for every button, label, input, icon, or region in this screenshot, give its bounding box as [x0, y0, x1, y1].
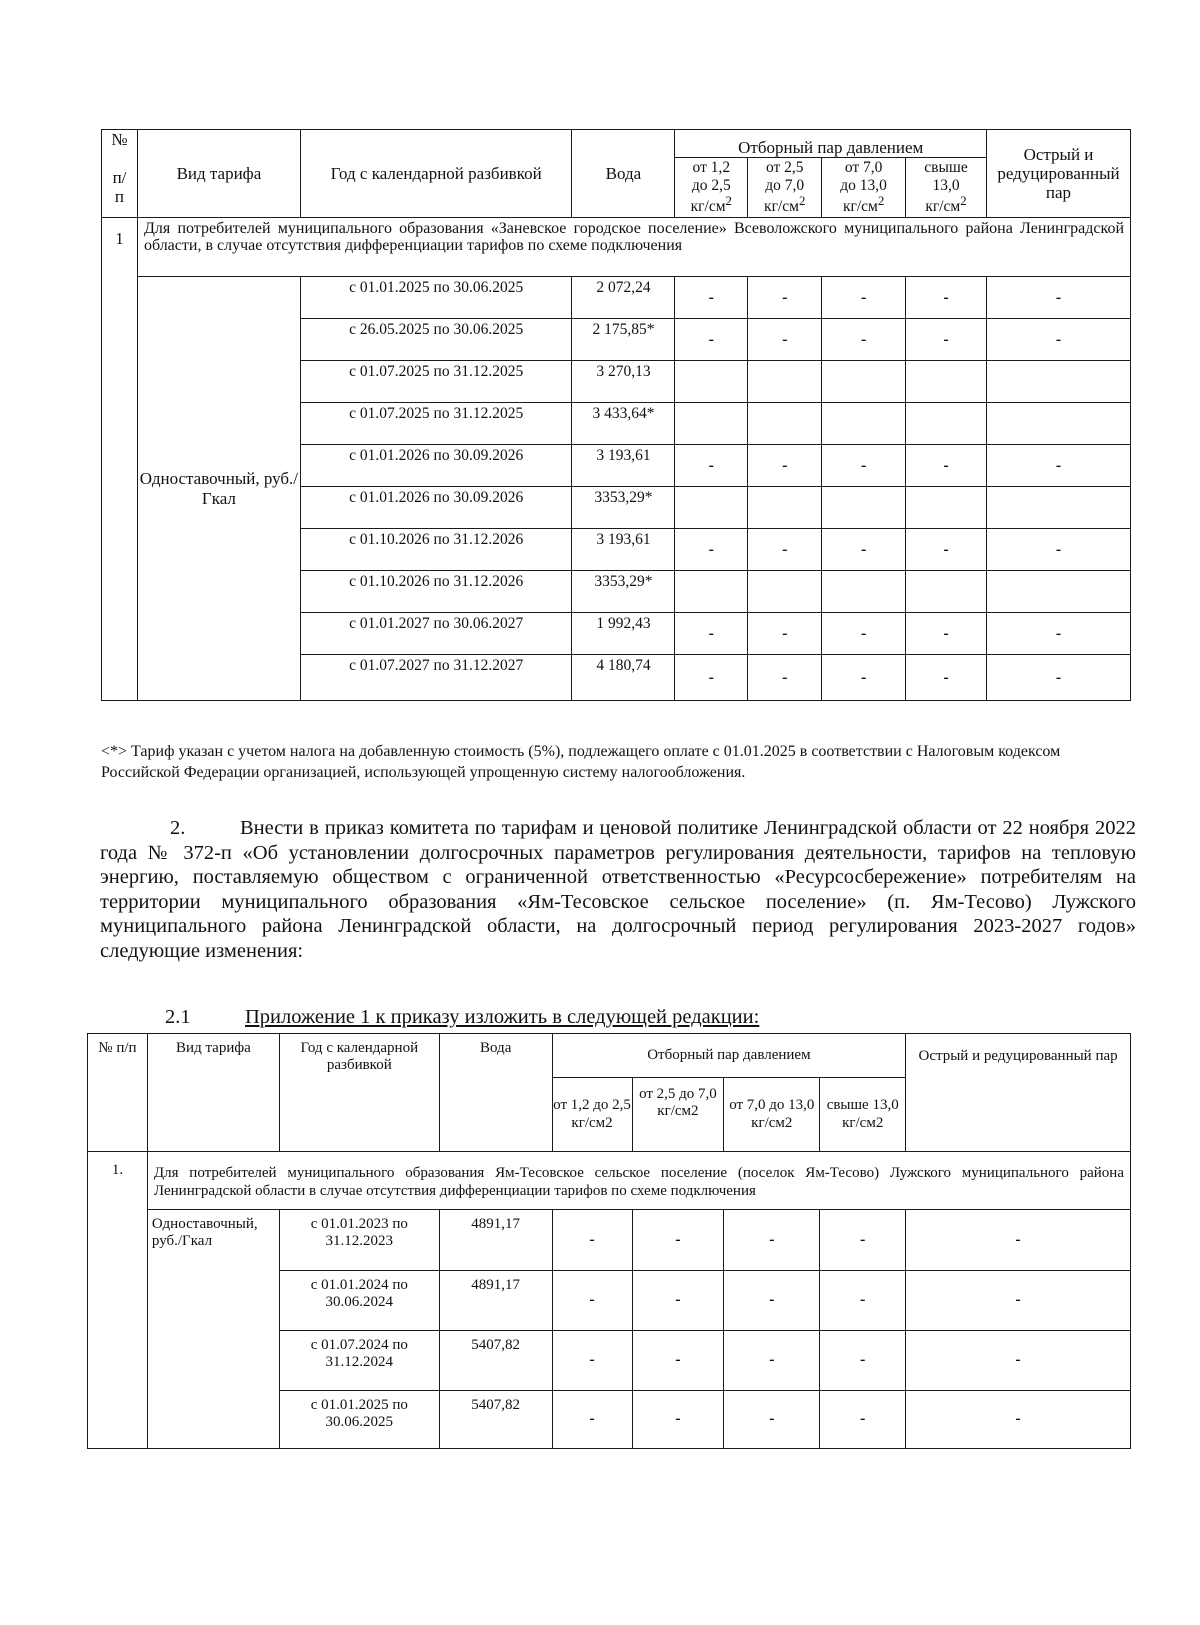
dash-cell: - [906, 319, 987, 361]
empty-cell [822, 487, 906, 529]
steam2-l1: от 2,5 [765, 158, 804, 176]
header-steam-col-2: от 2,5 до 7,0 кг/см2 [632, 1078, 724, 1152]
empty-cell [822, 361, 906, 403]
paragraph-2 [100, 816, 1136, 964]
water-value: 4891,17 [439, 1210, 552, 1271]
empty-cell [748, 403, 822, 445]
dash-cell: - [724, 1391, 820, 1449]
period-cell: с 01.01.2025 по 30.06.2025 [279, 1391, 439, 1449]
tariff-table-zanevskoe [101, 129, 1131, 701]
header-sharp-steam: Острый и редуцированный пар [906, 1034, 1131, 1152]
dash-cell: - [748, 277, 822, 319]
dash-cell: - [724, 1210, 820, 1271]
water-value: 3 433,64* [572, 403, 675, 445]
steam3-sup: 2 [877, 193, 885, 209]
water-value: 4 180,74 [572, 655, 675, 701]
empty-cell [986, 487, 1130, 529]
dash-cell: - [675, 655, 748, 701]
header-steam-col-4: свыше 13,0 кг/см2 [820, 1078, 906, 1152]
subparagraph-number: 2.1 [165, 1006, 191, 1028]
header-steam-group: Отборный пар давлением [675, 130, 987, 158]
vat-footnote: <*> Тариф указан с учетом налога на добавленную стоимость (5%), подлежащего оплате с 01.01.2025 в соответствии с Налоговым кодексом Российской Федерации организацией, использующей упрощенную систему налогообложения. [101, 743, 1061, 781]
header-water: Вода [572, 130, 675, 218]
dash-cell: - [986, 319, 1130, 361]
water-value: 5407,82 [439, 1391, 552, 1449]
header-steam-col-1: от 1,2 до 2,5 кг/см2 [552, 1078, 632, 1152]
steam3-l3: кг/см [842, 198, 878, 216]
dash-cell: - [632, 1210, 724, 1271]
empty-cell [906, 487, 987, 529]
header-num: № п/п [88, 1034, 148, 1152]
header-year: Год с календарной разбивкой [300, 130, 572, 218]
dash-cell: - [820, 1271, 906, 1331]
paragraph-2-number: 2. [170, 817, 186, 839]
dash-cell: - [822, 277, 906, 319]
dash-cell: - [822, 529, 906, 571]
period-cell: с 26.05.2025 по 30.06.2025 [300, 319, 572, 361]
steam3-l1: от 7,0 [844, 158, 883, 176]
steam2-l3: кг/см [764, 198, 799, 216]
header-steam-col-4 [906, 158, 987, 218]
period-cell: с 01.07.2024 по 31.12.2024 [279, 1331, 439, 1391]
empty-cell [748, 487, 822, 529]
dash-cell: - [906, 445, 987, 487]
header-sharp-steam: Острый и редуцированный пар [986, 130, 1130, 218]
dash-cell: - [748, 529, 822, 571]
header-steam-col-3: от 7,0 до 13,0 кг/см2 [724, 1078, 820, 1152]
tariff-label: Одноставочный, руб./Гкал [147, 1210, 279, 1449]
header-num-line1: № [111, 130, 128, 149]
header-num [102, 130, 138, 218]
dash-cell: - [675, 445, 748, 487]
dash-cell: - [822, 319, 906, 361]
dash-cell: - [748, 319, 822, 361]
dash-cell: - [748, 445, 822, 487]
steam4-l3: кг/см [925, 198, 961, 216]
empty-cell [822, 403, 906, 445]
empty-cell [748, 361, 822, 403]
dash-cell: - [986, 529, 1130, 571]
dash-cell: - [552, 1331, 632, 1391]
empty-cell [675, 403, 748, 445]
steam1-l2: до 2,5 [691, 176, 731, 194]
dash-cell: - [986, 655, 1130, 701]
dash-cell: - [906, 1391, 1131, 1449]
period-cell: с 01.07.2025 по 31.12.2025 [300, 361, 572, 403]
dash-cell: - [748, 613, 822, 655]
header-steam-col-3 [822, 158, 906, 218]
dash-cell: - [822, 655, 906, 701]
dash-cell: - [822, 613, 906, 655]
empty-cell [986, 361, 1130, 403]
dash-cell: - [675, 319, 748, 361]
period-cell: с 01.01.2025 по 30.06.2025 [300, 277, 572, 319]
steam1-l1: от 1,2 [692, 158, 731, 176]
paragraph-2-text: Внести в приказ комитета по тарифам и ценовой политике Ленинградской области от 22 ноября 2022 года № 372-п «Об установлении долгосрочных параметров регулирования деятельности, тарифов на тепловую энергию, поставляемую обществом с ограниченной ответственностью «Ресурсосбережение» потребителям на территории муниципального образования «Ям-Тесовское сельское поселение» (п. Ям-Тесово) Лужского муниципального района Ленинградской области, на долгосрочный период регулирования 2023-2027 годов» следующие изменения: [100, 817, 1136, 962]
header-steam-col-2 [748, 158, 822, 218]
water-value: 2 175,85* [572, 319, 675, 361]
header-tariff-type: Вид тарифа [137, 130, 300, 218]
dash-cell: - [820, 1210, 906, 1271]
empty-cell [986, 571, 1130, 613]
period-cell: с 01.01.2026 по 30.09.2026 [300, 487, 572, 529]
dash-cell: - [675, 529, 748, 571]
steam4-l1: свыше [924, 158, 968, 176]
consumer-description: Для потребителей муниципального образования Ям-Тесовское сельское поселение (поселок Ям-Тесово) Лужского муниципального района Ленинградской области в случае отсутствия дифференциации тарифов по схеме подключения [147, 1152, 1130, 1210]
water-value: 3353,29* [572, 571, 675, 613]
water-value: 1 992,43 [572, 613, 675, 655]
period-cell: с 01.01.2027 по 30.06.2027 [300, 613, 572, 655]
period-cell: с 01.01.2026 по 30.09.2026 [300, 445, 572, 487]
header-tariff-type: Вид тарифа [147, 1034, 279, 1152]
header-num-line2: п/ [112, 168, 127, 188]
water-value: 3 193,61 [572, 445, 675, 487]
tariff-table-yam-tesovo [87, 1033, 1131, 1449]
dash-cell: - [552, 1271, 632, 1331]
dash-cell: - [906, 613, 987, 655]
dash-cell: - [632, 1391, 724, 1449]
empty-cell [675, 361, 748, 403]
header-water: Вода [439, 1034, 552, 1152]
dash-cell: - [822, 445, 906, 487]
dash-cell: - [906, 277, 987, 319]
water-value: 3 193,61 [572, 529, 675, 571]
dash-cell: - [906, 655, 987, 701]
dash-cell: - [552, 1391, 632, 1449]
dash-cell: - [986, 613, 1130, 655]
dash-cell: - [632, 1331, 724, 1391]
water-value: 2 072,24 [572, 277, 675, 319]
header-steam-col-1 [675, 158, 748, 218]
empty-cell [748, 571, 822, 613]
period-cell: с 01.01.2023 по 31.12.2023 [279, 1210, 439, 1271]
header-year: Год с календарной разбивкой [279, 1034, 439, 1152]
empty-cell [822, 571, 906, 613]
row-number: 1. [88, 1152, 148, 1449]
empty-cell [675, 571, 748, 613]
dash-cell: - [675, 613, 748, 655]
period-cell: с 01.10.2026 по 31.12.2026 [300, 529, 572, 571]
empty-cell [675, 487, 748, 529]
empty-cell [906, 403, 987, 445]
steam1-sup: 2 [725, 193, 732, 209]
steam2-l2: до 7,0 [765, 176, 805, 194]
dash-cell: - [820, 1331, 906, 1391]
period-cell: с 01.07.2025 по 31.12.2025 [300, 403, 572, 445]
empty-cell [906, 361, 987, 403]
period-cell: с 01.07.2027 по 31.12.2027 [300, 655, 572, 701]
water-value: 3353,29* [572, 487, 675, 529]
subparagraph-2-1 [165, 1006, 759, 1029]
dash-cell: - [906, 1210, 1131, 1271]
dash-cell: - [906, 1331, 1131, 1391]
water-value: 3 270,13 [572, 361, 675, 403]
steam1-l3: кг/см [690, 198, 726, 216]
dash-cell: - [906, 1271, 1131, 1331]
period-cell: с 01.01.2024 по 30.06.2024 [279, 1271, 439, 1331]
dash-cell: - [632, 1271, 724, 1331]
water-value: 4891,17 [439, 1271, 552, 1331]
water-value: 5407,82 [439, 1331, 552, 1391]
empty-cell [906, 571, 987, 613]
dash-cell: - [986, 445, 1130, 487]
steam4-l2: 13,0 [932, 176, 960, 194]
dash-cell: - [724, 1331, 820, 1391]
dash-cell: - [986, 277, 1130, 319]
dash-cell: - [748, 655, 822, 701]
dash-cell: - [820, 1391, 906, 1449]
period-cell: с 01.10.2026 по 31.12.2026 [300, 571, 572, 613]
tariff-label: Одноставочный, руб./Гкал [137, 277, 300, 701]
dash-cell: - [906, 529, 987, 571]
steam4-sup: 2 [960, 193, 967, 209]
header-num-line3: п [114, 187, 125, 207]
steam2-sup: 2 [798, 193, 806, 209]
dash-cell: - [552, 1210, 632, 1271]
row-number: 1 [102, 218, 138, 701]
steam3-l2: до 13,0 [840, 176, 887, 194]
consumer-description: Для потребителей муниципального образования «Заневское городское поселение» Всеволожского муниципального района Ленинградской области, в случае отсутствия дифференциации тарифов по схеме подключения [137, 218, 1130, 277]
dash-cell: - [675, 277, 748, 319]
dash-cell: - [724, 1271, 820, 1331]
header-steam-group: Отборный пар давлением [552, 1034, 906, 1078]
empty-cell [986, 403, 1130, 445]
subparagraph-text: Приложение 1 к приказу изложить в следующей редакции: [245, 1006, 760, 1028]
